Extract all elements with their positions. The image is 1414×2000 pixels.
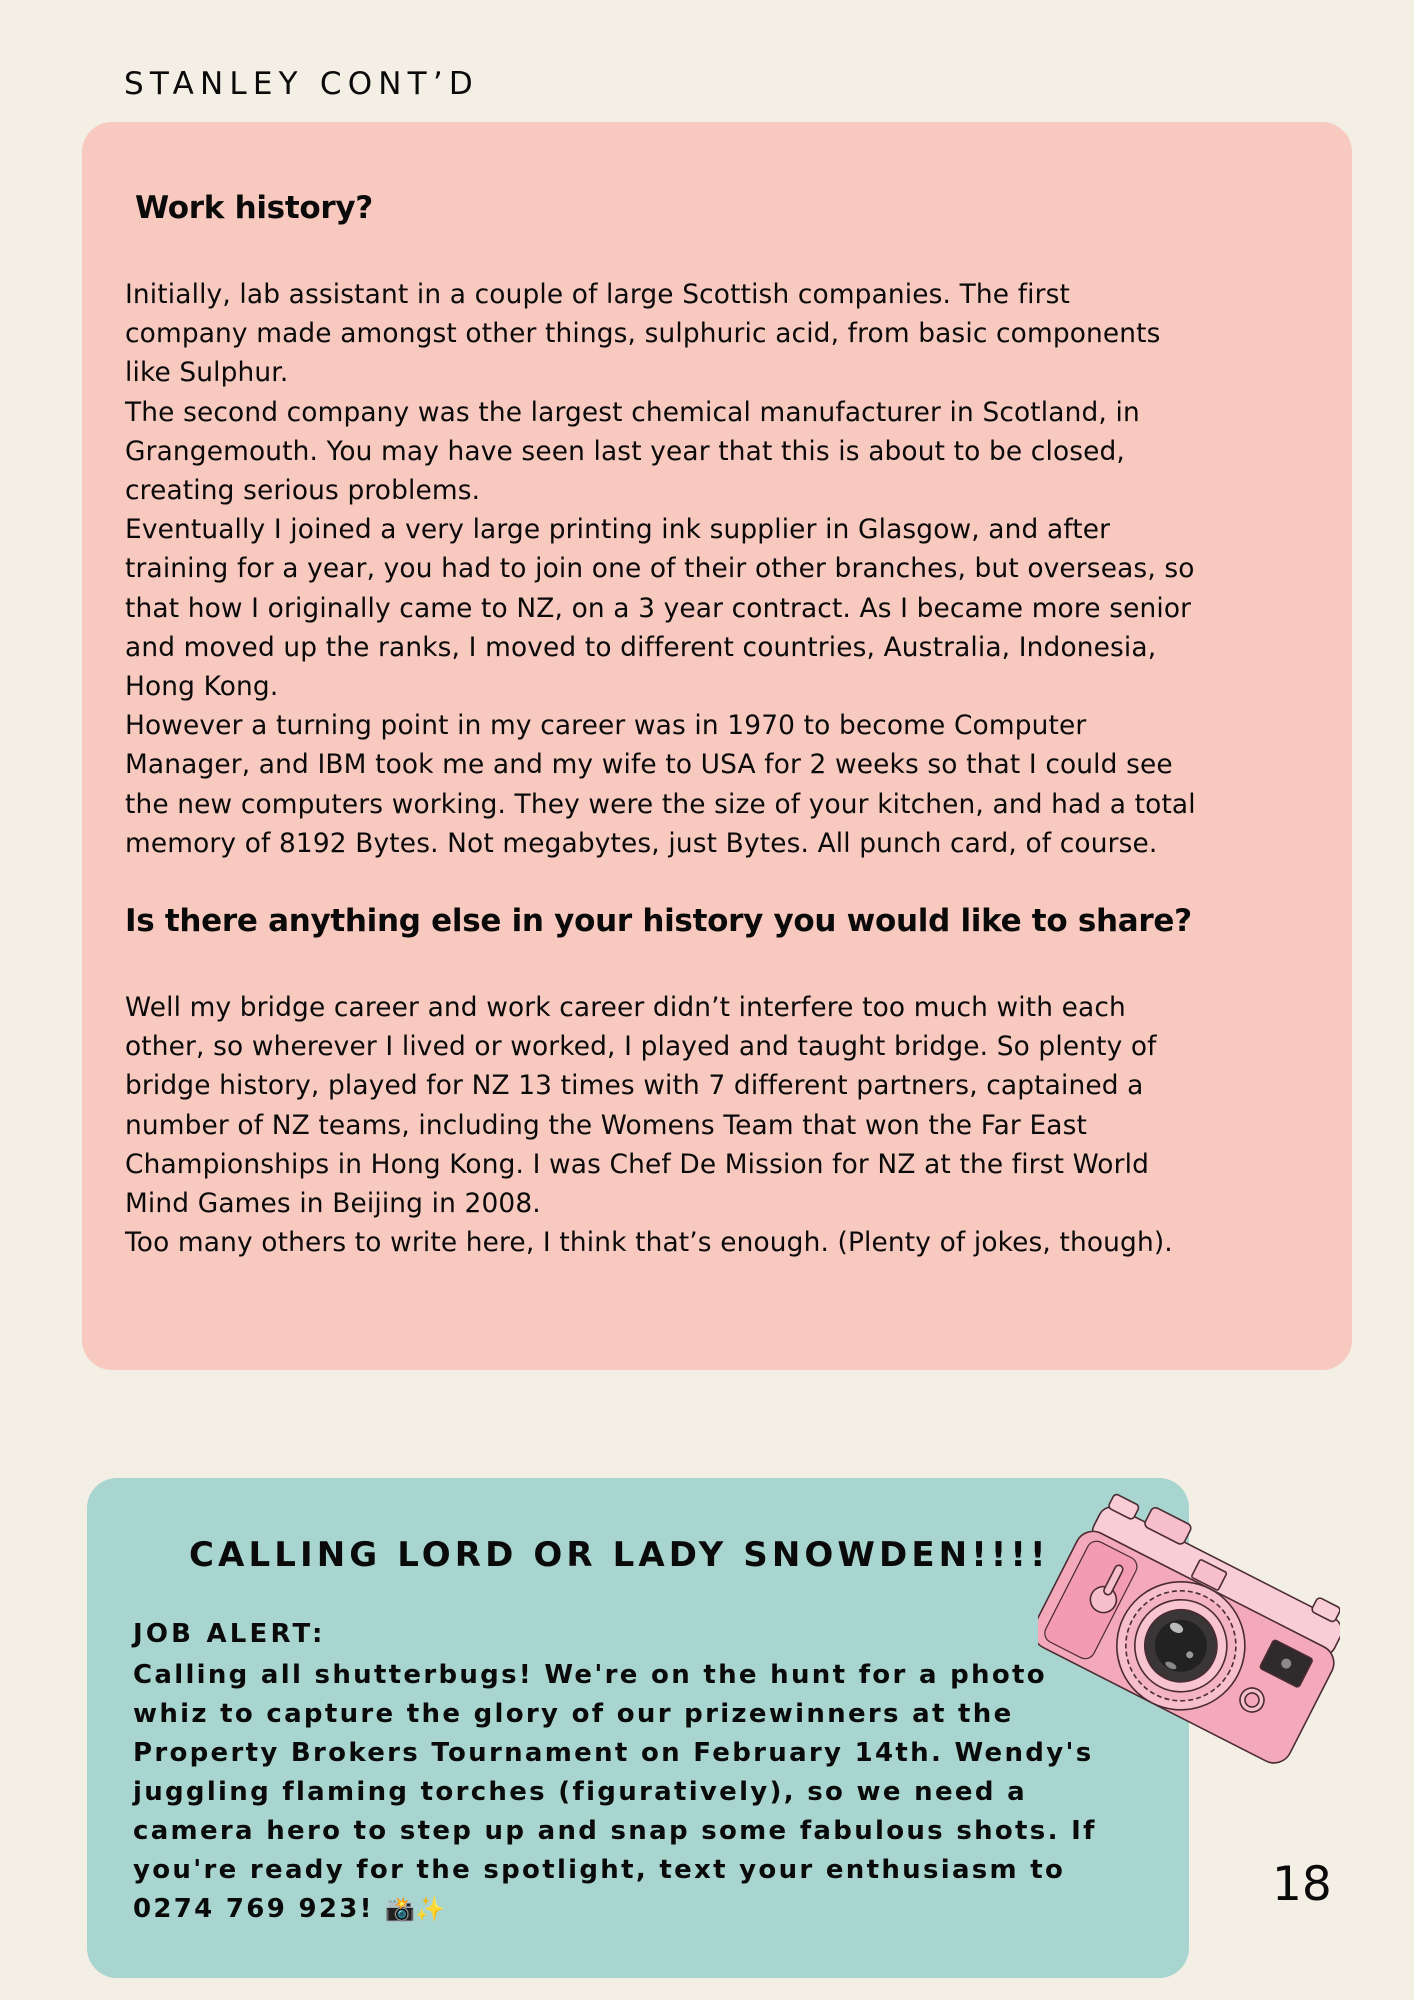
job-alert-title: CALLING LORD OR LADY SNOWDEN!!!!	[189, 1535, 1050, 1575]
text-line: juggling flaming torches (figuratively), so we need a	[133, 1777, 1027, 1807]
work-history-paragraph	[125, 275, 1365, 863]
text-line: the new computers working. They were the size of your kitchen, and had a total	[125, 788, 1196, 820]
section-heading-other-history: Is there anything else in your history you would like to share?	[125, 903, 1192, 939]
text-line: bridge history, played for NZ 13 times with 7 different partners, captained a	[125, 1070, 1144, 1102]
text-line: like Sulphur.	[125, 357, 289, 389]
text-line: Grangemouth. You may have seen last year that this is about to be closed,	[125, 435, 1125, 467]
text-line: whiz to capture the glory of our prizewinners at the	[133, 1699, 1014, 1729]
job-alert-label: JOB ALERT:	[133, 1619, 326, 1649]
text-line: Championships in Hong Kong. I was Chef De Mission for NZ at the first World	[125, 1148, 1149, 1180]
text-line: training for a year, you had to join one of their other branches, but overseas, so	[125, 553, 1195, 585]
other-history-paragraph	[125, 988, 1365, 1262]
text-line: other, so wherever I lived or worked, I played and taught bridge. So plenty of	[125, 1031, 1157, 1063]
text-line: creating serious problems.	[125, 475, 481, 507]
job-alert-card	[87, 1478, 1189, 1978]
page-title: STANLEY CONT’D	[124, 66, 479, 102]
text-line: you're ready for the spotlight, text your enthusiasm to	[133, 1855, 1066, 1885]
text-line: Calling all shutterbugs! We're on the hunt for a photo	[133, 1660, 1047, 1690]
text-line: Manager, and IBM took me and my wife to USA for 2 weeks so that I could see	[125, 749, 1173, 781]
text-line: Eventually I joined a very large printing ink supplier in Glasgow, and after	[125, 514, 1111, 546]
text-line: memory of 8192 Bytes. Not megabytes, just Bytes. All punch card, of course.	[125, 827, 1158, 859]
text-line: Property Brokers Tournament on February 14th. Wendy's	[133, 1738, 1094, 1768]
text-line: and moved up the ranks, I moved to different countries, Australia, Indonesia,	[125, 631, 1157, 663]
text-line: company made amongst other things, sulphuric acid, from basic components	[125, 318, 1161, 350]
text-line: Well my bridge career and work career didn’t interfere too much with each	[125, 992, 1126, 1023]
text-line: Hong Kong.	[125, 671, 279, 703]
text-line: Initially, lab assistant in a couple of large Scottish companies. The first	[125, 279, 1071, 310]
text-line: camera hero to step up and snap some fabulous shots. If	[133, 1816, 1097, 1846]
text-line: that how I originally came to NZ, on a 3 year contract. As I became more senior	[125, 592, 1192, 624]
page-number: 18	[1272, 1857, 1332, 1912]
phone-number: 0274 769 923!	[133, 1894, 374, 1924]
camera-sparkles-emoji-icon: 📸✨	[385, 1895, 445, 1923]
text-line: number of NZ teams, including the Womens Team that won the Far East	[125, 1109, 1088, 1141]
text-line: However a turning point in my career was in 1970 to become Computer	[125, 710, 1087, 742]
text-line: The second company was the largest chemical manufacturer in Scotland, in	[125, 396, 1140, 428]
job-alert-body	[133, 1656, 1097, 1929]
pink-camera-icon	[1038, 1492, 1340, 1772]
interview-card	[82, 122, 1352, 1370]
section-heading-work-history: Work history?	[135, 190, 373, 226]
text-line: Mind Games in Beijing in 2008.	[125, 1188, 541, 1220]
text-line	[133, 1890, 1097, 1929]
text-line: Too many others to write here, I think that’s enough. (Plenty of jokes, though).	[125, 1227, 1173, 1259]
